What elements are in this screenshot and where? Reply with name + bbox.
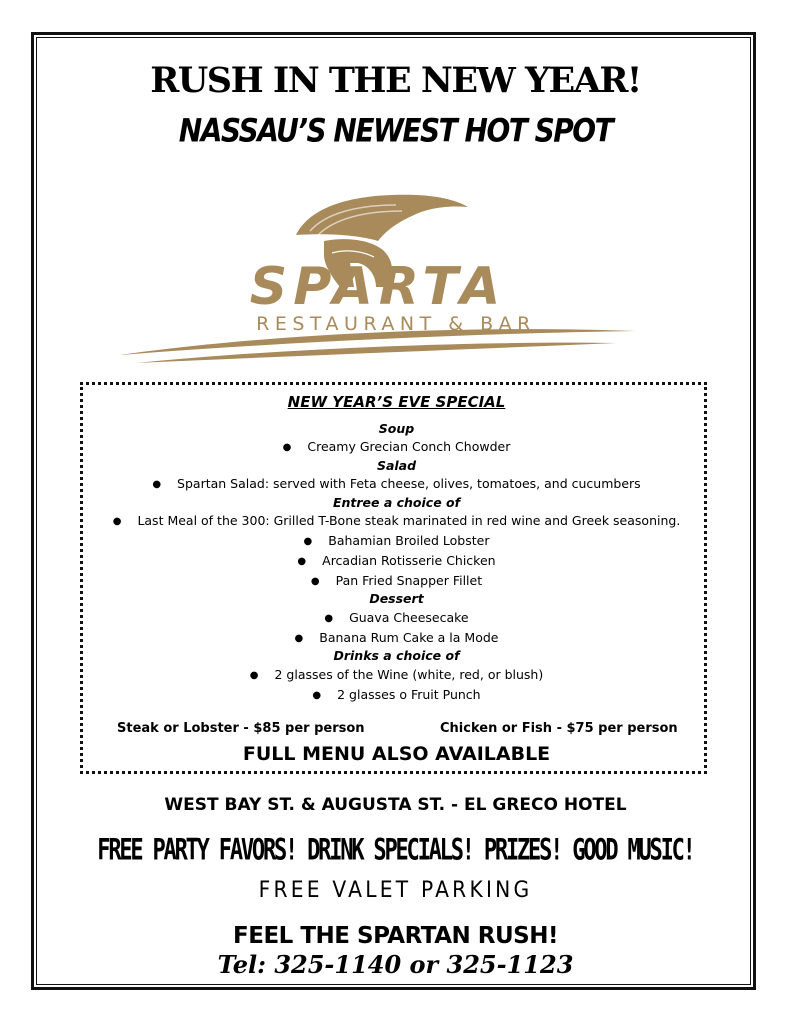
bullet-icon: ●: [294, 633, 304, 644]
menu-item: ● 2 glasses o Fruit Punch: [312, 687, 481, 702]
subheadline: NASSAU’S NEWEST HOT SPOT: [178, 111, 613, 150]
menu-item: ● Guava Cheesecake: [324, 610, 469, 625]
bullet-icon: ●: [282, 442, 292, 453]
menu-item: ● Spartan Salad: served with Feta cheese, olives, tomatoes, and cucumbers: [152, 476, 641, 491]
bullet-icon: ●: [112, 516, 122, 527]
bullet-icon: ●: [249, 670, 259, 681]
bullet-icon: ●: [152, 479, 162, 490]
menu-title: NEW YEAR’S EVE SPECIAL: [287, 393, 506, 411]
sparta-logo: [96, 165, 660, 370]
bullet-icon: ●: [312, 690, 322, 701]
section-heading: Entree a choice of: [332, 495, 461, 510]
promo-line: FREE PARTY FAVORS! DRINK SPECIALS! PRIZES! GOOD MUSIC!: [97, 833, 694, 868]
price-chicken-fish: Chicken or Fish - $75 per person: [440, 721, 678, 736]
section-heading: Drinks a choice of: [333, 648, 460, 663]
price-steak-lobster: Steak or Lobster - $85 per person: [117, 721, 365, 736]
bullet-icon: ●: [310, 576, 320, 587]
menu-item: ● Pan Fried Snapper Fillet: [310, 573, 483, 588]
bullet-icon: ●: [297, 556, 307, 567]
bullet-icon: ●: [324, 613, 334, 624]
bullet-icon: ●: [303, 536, 313, 547]
slogan: FEEL THE SPARTAN RUSH!: [233, 923, 558, 949]
menu-item: ● Bahamian Broiled Lobster: [303, 533, 490, 548]
menu-item: ● 2 glasses of the Wine (white, red, or blush): [249, 667, 544, 682]
section-heading: Salad: [376, 458, 417, 473]
headline: RUSH IN THE NEW YEAR!: [150, 60, 641, 101]
menu-item: ● Creamy Grecian Conch Chowder: [282, 439, 511, 454]
menu-item: ● Banana Rum Cake a la Mode: [294, 630, 499, 645]
valet-parking: FREE VALET PARKING: [258, 878, 533, 903]
menu-box: [80, 382, 707, 774]
full-menu-note: FULL MENU ALSO AVAILABLE: [242, 743, 551, 765]
menu-item: ● Last Meal of the 300: Grilled T-Bone steak marinated in red wine and Greek seasoning.: [112, 513, 681, 528]
section-heading: Dessert: [369, 591, 424, 606]
phone-number: Tel: 325-1140 or 325-1123: [217, 950, 574, 979]
menu-item: ● Arcadian Rotisserie Chicken: [297, 553, 496, 568]
logo-name: SPARTA: [249, 257, 507, 317]
section-heading: Soup: [378, 421, 415, 436]
address: WEST BAY ST. & AUGUSTA ST. - EL GRECO HOTEL: [164, 795, 627, 815]
logo-tagline: RESTAURANT & BAR: [256, 313, 536, 335]
